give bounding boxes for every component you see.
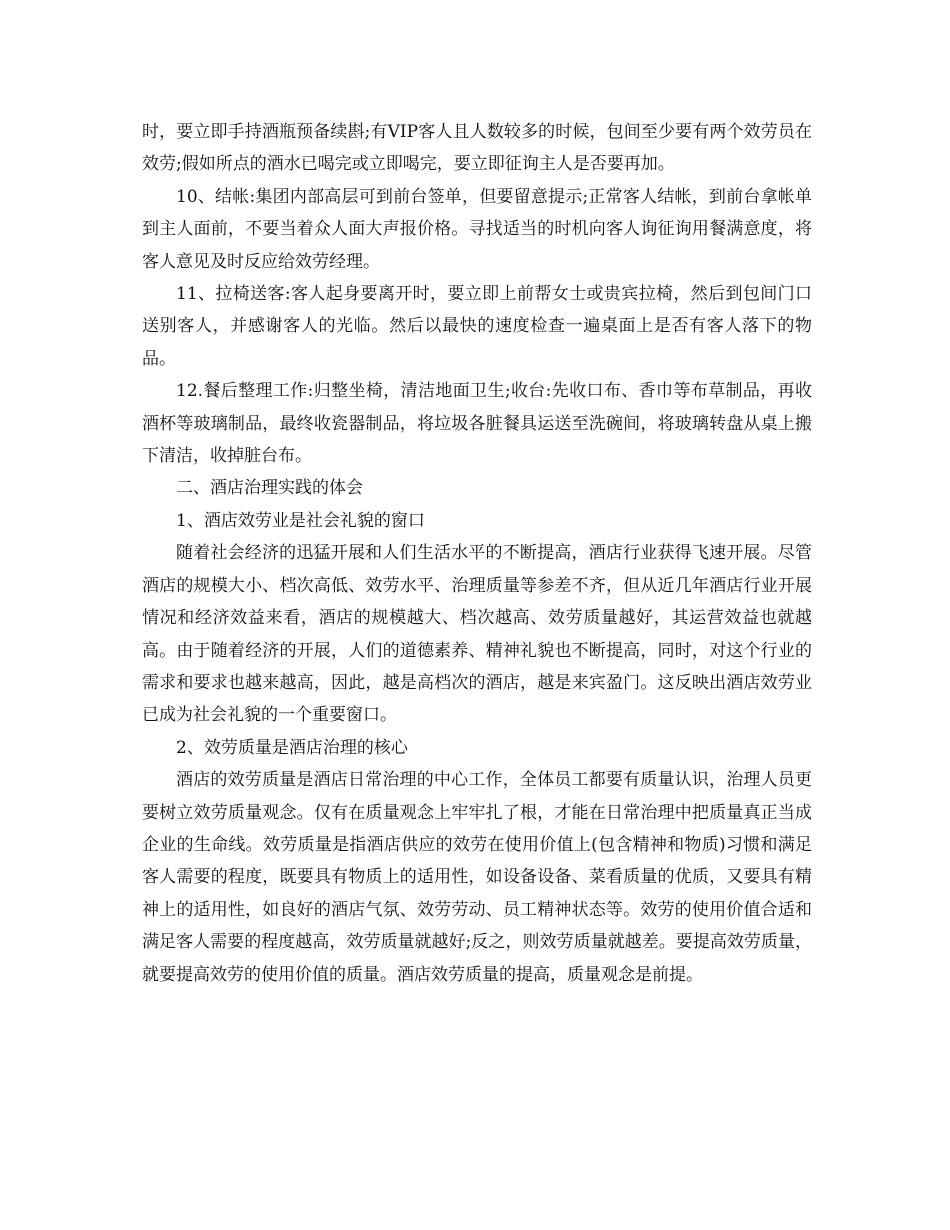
paragraph-quality: 酒店的效劳质量是酒店日常治理的中心工作，全体员工都要有质量认识，治理人员更要树立效劳质量观念。仅有在质量观念上牢牢扎了根，才能在日常治理中把质量真正当成企业的生命线。效劳质量是指酒店供应的效劳在使用价值上(包含精神和物质)习惯和满足客人需要的程度，既要具有物质上的适用性，如设备设备、菜看质量的优质，又要具有精神上的适用性，如良好的酒店气氛、效劳劳动、员工精神状态等。效劳的使用价值合适和满足客人需要的程度越高，效劳质量就越好;反之，则效劳质量就越差。要提高效劳质量，就要提高效劳的使用价值的质量。酒店效劳质量的提高，质量观念是前提。 — [142, 770, 812, 985]
subheading-window: 1、酒店效劳业是社会礼貌的窗口 — [176, 510, 425, 531]
section-heading-experience: 二、酒店治理实践的体会 — [176, 478, 363, 499]
paragraph-checkout: 10、结帐:集团内部高层可到前台签单，但要留意提示;正常客人结帐，到前台拿帐单到主人面前，不要当着众人面大声报价格。寻找适当的时机向客人询征询用餐满意度，将客人意见及时反应给效劳经理。 — [142, 186, 812, 272]
paragraph-seeing-off: 11、拉椅送客:客人起身要离开时，要立即上前帮女士或贵宾拉椅，然后到包间门口送别客人，并感谢客人的光临。然后以最快的速度检查一遍桌面上是否有客人落下的物品。 — [142, 284, 812, 369]
paragraph-window: 随着社会经济的迅猛开展和人们生活水平的不断提高，酒店行业获得飞速开展。尽管酒店的规模大小、档次高低、效劳水平、治理质量等参差不齐，但从近几年酒店行业开展情况和经济效益来看，酒店的规模越大、档次越高、效劳质量越好，其运营效益也就越高。由于随着经济的开展，人们的道德素养、精神礼貌也不断提高，同时，对这个行业的需求和要求也越来越高，因此，越是高档次的酒店，越是来宾盈门。这反映出酒店效劳业已成为社会礼貌的一个重要窗口。 — [142, 543, 812, 726]
document-body — [142, 116, 812, 991]
paragraph-cleanup: 12.餐后整理工作:归整坐椅，清洁地面卫生;收台:先收口布、香巾等布草制品，再收酒杯等玻璃制品，最终收瓷器制品，将垃圾各脏餐具运送至洗碗间，将玻璃转盘从桌上搬下清洁，收掉脏台布。 — [142, 381, 812, 467]
paragraph-continuation: 时，要立即手持酒瓶预备续斟;有VIP客人且人数较多的时候，包间至少要有两个效劳员在效劳;假如所点的酒水已喝完或立即喝完，要立即征询主人是否要再加。 — [142, 122, 812, 175]
subheading-quality: 2、效劳质量是酒店治理的核心 — [176, 737, 408, 758]
